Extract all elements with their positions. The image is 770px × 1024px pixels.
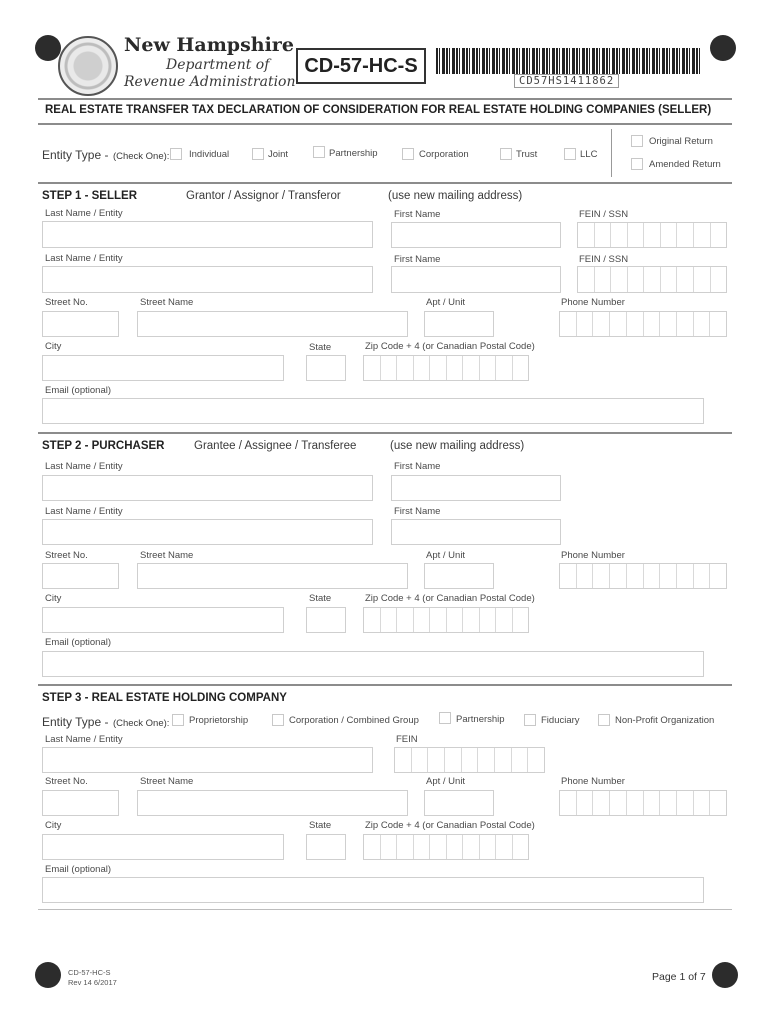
s2-street-no-field[interactable] — [42, 563, 119, 589]
step1-top-rule — [38, 182, 732, 184]
s1-phone-field[interactable] — [559, 311, 727, 337]
amended-return-label: Amended Return — [649, 159, 721, 170]
dept-line-2: Revenue Administration — [124, 74, 296, 90]
entity-corporation-label: Corporation — [419, 149, 469, 160]
s3-corporation-label: Corporation / Combined Group — [289, 715, 419, 726]
entity-individual-label: Individual — [189, 149, 230, 160]
s3-city-label: City — [45, 820, 62, 831]
s1-last-name-label-2: Last Name / Entity — [45, 253, 123, 264]
step1-mailing-note: (use new mailing address) — [388, 190, 523, 202]
amended-return-checkbox[interactable] — [631, 158, 643, 170]
s2-apt-label: Apt / Unit — [426, 550, 466, 561]
s2-street-no-label: Street No. — [45, 550, 88, 561]
page-number: Page 1 of 7 — [652, 971, 706, 983]
s2-last-name-field-1[interactable] — [42, 475, 373, 501]
s3-fiduciary-label: Fiduciary — [541, 715, 580, 726]
s1-fein-field-1[interactable] — [577, 222, 727, 248]
footer-revision: Rev 14 6/2017 — [68, 978, 117, 987]
s3-street-no-label: Street No. — [45, 776, 88, 787]
s2-first-name-label-2: First Name — [394, 506, 441, 517]
dept-line-1: Department of — [166, 57, 270, 73]
s1-street-name-field[interactable] — [137, 311, 408, 337]
s2-first-name-label-1: First Name — [394, 461, 441, 472]
s3-apt-label: Apt / Unit — [426, 776, 466, 787]
s1-last-name-field-2[interactable] — [42, 266, 373, 293]
s2-apt-field[interactable] — [424, 563, 494, 589]
step3-bottom-rule — [38, 909, 732, 910]
footer-form-info — [68, 968, 117, 988]
s3-corporation-checkbox[interactable] — [272, 714, 284, 726]
entity-individual-checkbox[interactable] — [170, 148, 182, 160]
s1-street-no-field[interactable] — [42, 311, 119, 337]
s1-fein-field-2[interactable] — [577, 266, 727, 293]
step3-title: STEP 3 - REAL ESTATE HOLDING COMPANY — [42, 692, 287, 704]
s2-state-label: State — [309, 593, 332, 604]
registration-mark-top-right — [710, 35, 736, 61]
s1-last-name-field-1[interactable] — [42, 221, 373, 248]
s3-state-label: State — [309, 820, 332, 831]
s2-zip-field[interactable] — [363, 607, 529, 633]
registration-mark-top-left — [35, 35, 61, 61]
state-name: New Hampshire — [124, 34, 294, 56]
s3-proprietorship-checkbox[interactable] — [172, 714, 184, 726]
entity-partnership-label: Partnership — [329, 148, 378, 159]
s1-state-label: State — [309, 342, 332, 353]
step3-top-rule — [38, 684, 732, 686]
agency-name — [124, 34, 296, 90]
s2-first-name-field-2[interactable] — [391, 519, 561, 545]
s1-apt-field[interactable] — [424, 311, 494, 337]
entity-trust-label: Trust — [516, 149, 538, 160]
s3-street-name-field[interactable] — [137, 790, 408, 816]
s3-city-field[interactable] — [42, 834, 284, 860]
s3-last-name-field[interactable] — [42, 747, 373, 773]
s3-apt-field[interactable] — [424, 790, 494, 816]
s1-street-no-label: Street No. — [45, 297, 88, 308]
entity-llc-checkbox[interactable] — [564, 148, 576, 160]
title-bottom-rule — [38, 123, 732, 125]
s1-street-name-label: Street Name — [140, 297, 194, 308]
s3-nonprofit-checkbox[interactable] — [598, 714, 610, 726]
state-seal-logo — [58, 36, 118, 96]
s2-city-label: City — [45, 593, 62, 604]
s3-email-label: Email (optional) — [45, 864, 111, 875]
s3-street-name-label: Street Name — [140, 776, 194, 787]
step2-mailing-note: (use new mailing address) — [390, 440, 525, 452]
s3-nonprofit-label: Non-Profit Organization — [615, 715, 715, 726]
s2-street-name-label: Street Name — [140, 550, 194, 561]
step3-entity-type-label: Entity Type - (Check One): — [42, 715, 170, 729]
s1-apt-label: Apt / Unit — [426, 297, 466, 308]
s3-fein-field[interactable] — [394, 747, 545, 773]
s3-phone-label: Phone Number — [561, 776, 625, 787]
s2-city-field[interactable] — [42, 607, 284, 633]
s1-last-name-label-1: Last Name / Entity — [45, 208, 123, 219]
registration-mark-bottom-right — [712, 962, 738, 988]
step2-title: STEP 2 - PURCHASER — [42, 440, 165, 452]
s2-email-label: Email (optional) — [45, 637, 111, 648]
form-title: REAL ESTATE TRANSFER TAX DECLARATION OF CONSIDERATION FOR REAL ESTATE HOLDING COMPANIES (SELLER) — [45, 104, 712, 116]
s3-zip-label: Zip Code + 4 (or Canadian Postal Code) — [365, 820, 535, 831]
s1-zip-field[interactable] — [363, 355, 529, 381]
original-return-checkbox[interactable] — [631, 135, 643, 147]
s2-phone-label: Phone Number — [561, 550, 625, 561]
s3-fiduciary-checkbox[interactable] — [524, 714, 536, 726]
s3-zip-field[interactable] — [363, 834, 529, 860]
step2-top-rule — [38, 432, 732, 434]
original-return-label: Original Return — [649, 136, 713, 147]
entity-llc-label: LLC — [580, 149, 598, 160]
s1-city-label: City — [45, 341, 62, 352]
form-code-box — [296, 48, 426, 84]
s1-state-field[interactable] — [306, 355, 346, 381]
s1-fein-label-1: FEIN / SSN — [579, 209, 629, 220]
form-code: CD-57-HC-S — [304, 54, 418, 77]
s1-first-name-label-2: First Name — [394, 254, 441, 265]
step1-title: STEP 1 - SELLER — [42, 190, 138, 202]
s3-partnership-checkbox[interactable] — [439, 712, 451, 724]
footer-form-code: CD-57-HC-S — [68, 968, 111, 977]
s1-zip-label: Zip Code + 4 (or Canadian Postal Code) — [365, 341, 535, 352]
s1-fein-label-2: FEIN / SSN — [579, 254, 629, 265]
s3-partnership-label: Partnership — [456, 714, 505, 725]
step2-subtitle: Grantee / Assignee / Transferee — [194, 440, 357, 452]
registration-mark-bottom-left — [35, 962, 61, 988]
s2-last-name-label-1: Last Name / Entity — [45, 461, 123, 472]
s1-email-label: Email (optional) — [45, 385, 111, 396]
entity-joint-label: Joint — [268, 149, 289, 160]
barcode-text: CD57HS1411862 — [514, 74, 619, 88]
s1-email-field[interactable] — [42, 398, 704, 424]
s3-street-no-field[interactable] — [42, 790, 119, 816]
s3-email-field[interactable] — [42, 877, 704, 903]
entity-joint-checkbox[interactable] — [252, 148, 264, 160]
s3-phone-field[interactable] — [559, 790, 727, 816]
entity-corporation-checkbox[interactable] — [402, 148, 414, 160]
s2-last-name-label-2: Last Name / Entity — [45, 506, 123, 517]
s2-phone-field[interactable] — [559, 563, 727, 589]
entity-partnership-checkbox[interactable] — [313, 146, 325, 158]
s3-last-name-label: Last Name / Entity — [45, 734, 123, 745]
entity-type-label: Entity Type - (Check One): — [42, 148, 170, 162]
s3-fein-label: FEIN — [396, 734, 418, 745]
s2-email-field[interactable] — [42, 651, 704, 677]
s1-city-field[interactable] — [42, 355, 284, 381]
title-top-rule — [38, 98, 732, 100]
s1-first-name-field-2[interactable] — [391, 266, 561, 293]
s2-zip-label: Zip Code + 4 (or Canadian Postal Code) — [365, 593, 535, 604]
s3-state-field[interactable] — [306, 834, 346, 860]
s2-street-name-field[interactable] — [137, 563, 408, 589]
barcode — [436, 48, 700, 74]
s2-last-name-field-2[interactable] — [42, 519, 373, 545]
step1-subtitle: Grantor / Assignor / Transferor — [186, 190, 341, 202]
s2-state-field[interactable] — [306, 607, 346, 633]
s1-first-name-field-1[interactable] — [391, 222, 561, 248]
s1-first-name-label-1: First Name — [394, 209, 441, 220]
entity-trust-checkbox[interactable] — [500, 148, 512, 160]
s2-first-name-field-1[interactable] — [391, 475, 561, 501]
s3-proprietorship-label: Proprietorship — [189, 715, 249, 726]
return-divider — [611, 129, 612, 177]
s1-phone-label: Phone Number — [561, 297, 625, 308]
